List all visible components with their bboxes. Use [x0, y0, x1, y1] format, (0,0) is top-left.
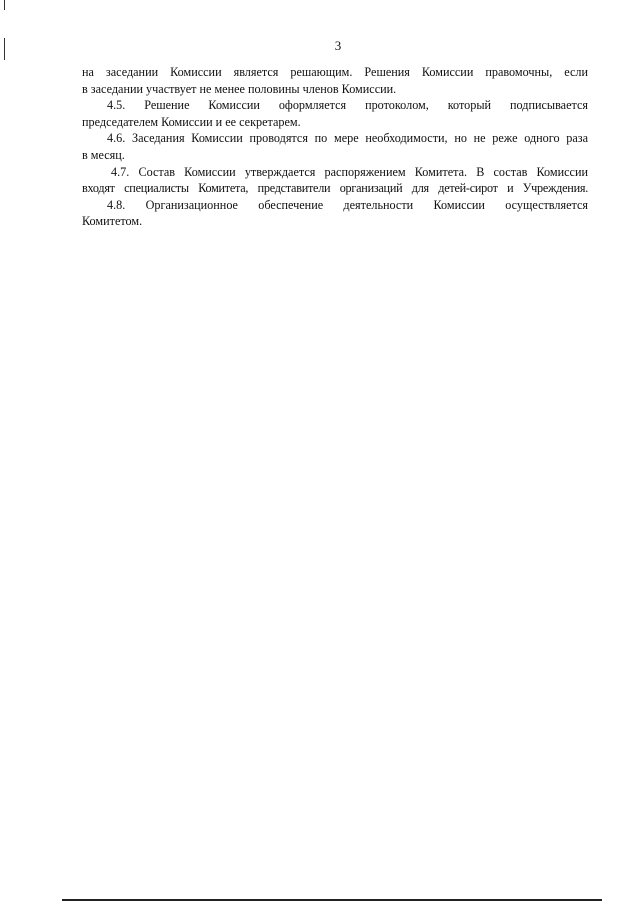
page-number: 3 — [334, 38, 342, 53]
text-line: входят специалисты Комитета, представители организаций для детей-сирот и Учреждения. — [82, 181, 588, 196]
document-body — [82, 64, 588, 230]
paragraph-4-8: 4.8. Организационное обеспечение деятельности Комиссии осуществляется — [107, 197, 588, 212]
text-line: в месяц. — [82, 147, 125, 162]
scan-bottom-edge — [62, 899, 602, 901]
text-line: Комитетом. — [82, 214, 143, 229]
paragraph-4-6: 4.6. Заседания Комиссии проводятся по мере необходимости, но не реже одного раза — [107, 131, 588, 146]
text-line: на заседании Комиссии является решающим. Решения Комиссии правомочны, если — [82, 65, 588, 79]
scan-edge-mark — [4, 0, 5, 10]
paragraph-4-5: 4.5. Решение Комиссии оформляется протоколом, который подписывается — [107, 98, 588, 113]
paragraph-4-7: 4.7. Состав Комиссии утверждается распоряжением Комитета. В состав Комиссии — [111, 164, 588, 179]
text-line: председателем Комиссии и ее секретарем. — [82, 114, 301, 129]
text-line: в заседании участвует не менее половины членов Комиссии. — [82, 81, 397, 96]
